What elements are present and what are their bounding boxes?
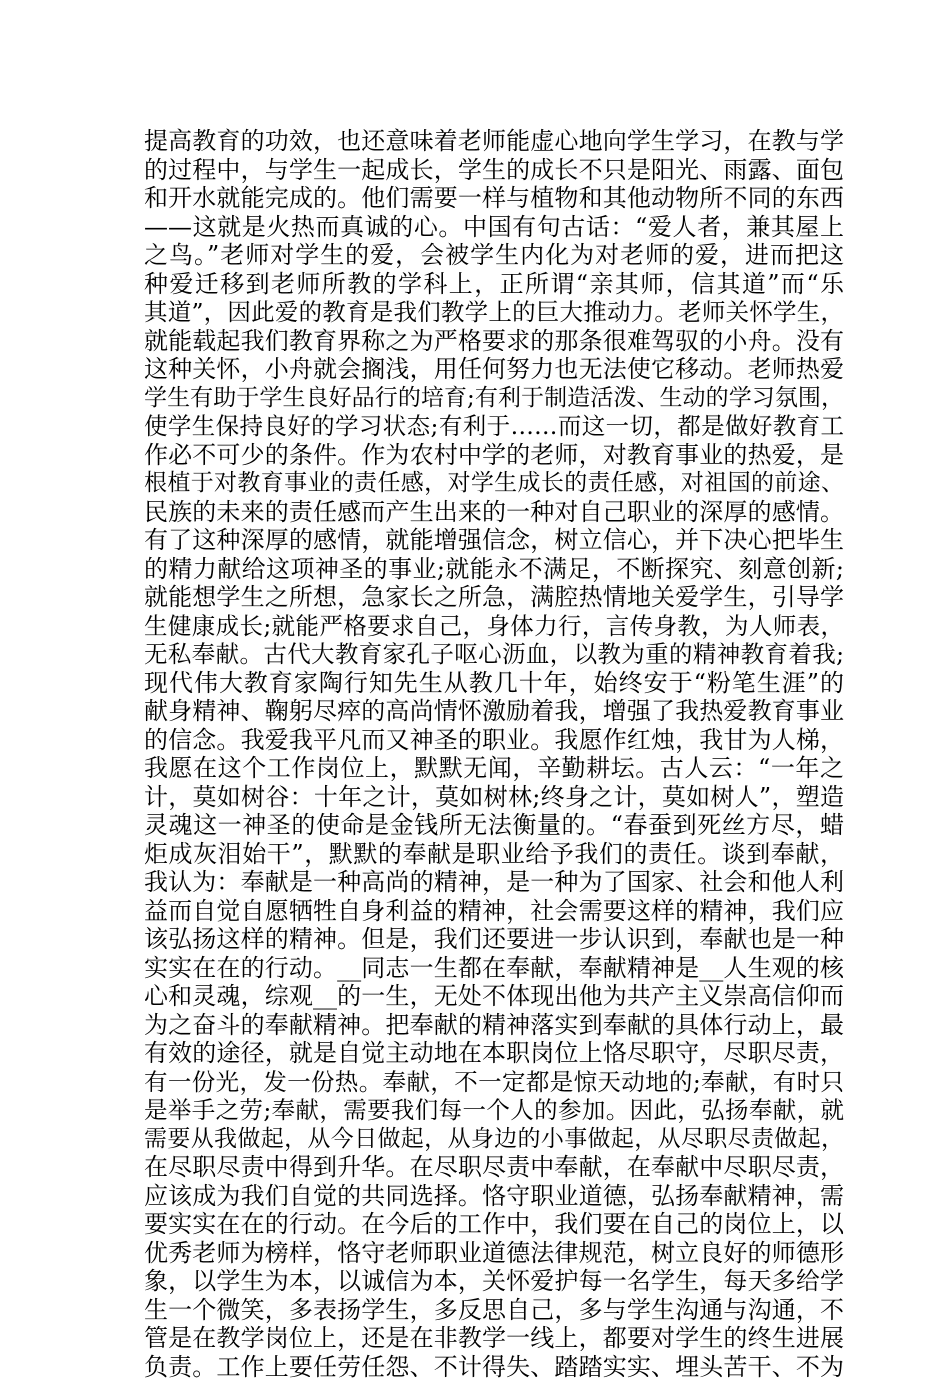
text-line: 管是在教学岗位上，还是在非教学一线上，都要对学生的终生进展 (144, 1324, 844, 1353)
text-line: 和开水就能完成的。他们需要一样与植物和其他动物所不同的东西 (144, 184, 844, 213)
text-line: 实实在在的行动。__同志一生都在奉献，奉献精神是__人生观的核 (144, 954, 844, 983)
text-line: 学生有助于学生良好品行的培育;有利于制造活泼、生动的学习氛围， (144, 384, 844, 413)
text-line: 灵魂这一神圣的使命是金钱所无法衡量的。“春蚕到死丝方尽，蜡 (144, 811, 844, 840)
text-line: 生健康成长;就能严格要求自己，身体力行，言传身教，为人师表， (144, 612, 844, 641)
text-line: 就能载起我们教育界称之为严格要求的那条很难驾驭的小舟。没有 (144, 327, 844, 356)
body-text (144, 127, 844, 1381)
text-line: 益而自觉自愿牺牲自身利益的精神，社会需要这样的精神，我们应 (144, 897, 844, 926)
text-line: 现代伟大教育家陶行知先生从教几十年，始终安于“粉笔生涯”的 (144, 669, 844, 698)
text-line: ——这就是火热而真诚的心。中国有句古话：“爱人者，兼其屋上 (144, 213, 844, 242)
text-line: 炬成灰泪始干”，默默的奉献是职业给予我们的责任。谈到奉献， (144, 840, 844, 869)
text-line: 应该成为我们自觉的共同选择。恪守职业道德，弘扬奉献精神，需 (144, 1182, 844, 1211)
text-line: 使学生保持良好的学习状态;有利于……而这一切，都是做好教育工 (144, 412, 844, 441)
text-line: 献身精神、鞠躬尽瘁的高尚情怀激励着我，增强了我热爱教育事业 (144, 697, 844, 726)
text-line: 的精力献给这项神圣的事业;就能永不满足，不断探究、刻意创新; (144, 555, 844, 584)
text-line: 的信念。我爱我平凡而又神圣的职业。我愿作红烛，我甘为人梯， (144, 726, 844, 755)
text-line: 我愿在这个工作岗位上，默默无闻，辛勤耕坛。古人云：“一年之 (144, 754, 844, 783)
text-line: 该弘扬这样的精神。但是，我们还要进一步认识到，奉献也是一种 (144, 925, 844, 954)
text-line: 提高教育的功效，也还意味着老师能虚心地向学生学习，在教与学 (144, 127, 844, 156)
text-line: 要实实在在的行动。在今后的工作中，我们要在自己的岗位上，以 (144, 1210, 844, 1239)
text-line: 之鸟。”老师对学生的爱，会被学生内化为对老师的爱，进而把这 (144, 241, 844, 270)
text-line: 有效的途径，就是自觉主动地在本职岗位上恪尽职守，尽职尽责， (144, 1039, 844, 1068)
text-line: 是举手之劳;奉献，需要我们每一个人的参加。因此，弘扬奉献，就 (144, 1096, 844, 1125)
text-line: 无私奉献。古代大教育家孔子呕心沥血，以教为重的精神教育着我; (144, 640, 844, 669)
text-line: 心和灵魂，综观__的一生，无处不体现出他为共产主义崇高信仰而 (144, 982, 844, 1011)
text-line: 需要从我做起，从今日做起，从身边的小事做起，从尽职尽责做起， (144, 1125, 844, 1154)
text-line: 种爱迁移到老师所教的学科上，正所谓“亲其师，信其道”而“乐 (144, 270, 844, 299)
text-line: 作必不可少的条件。作为农村中学的老师，对教育事业的热爱，是 (144, 441, 844, 470)
text-line: 我认为：奉献是一种高尚的精神，是一种为了国家、社会和他人利 (144, 868, 844, 897)
text-line: 负责。工作上要任劳任怨、不计得失、踏踏实实、埋头苦干、不为 (144, 1353, 844, 1381)
text-line: 这种关怀，小舟就会搁浅，用任何努力也无法使它移动。老师热爱 (144, 355, 844, 384)
text-line: 民族的未来的责任感而产生出来的一种对自己职业的深厚的感情。 (144, 498, 844, 527)
text-line: 在尽职尽责中得到升华。在尽职尽责中奉献，在奉献中尽职尽责， (144, 1153, 844, 1182)
text-line: 计，莫如树谷：十年之计，莫如树林;终身之计，莫如树人”，塑造 (144, 783, 844, 812)
text-line: 象，以学生为本，以诚信为本，关怀爱护每一名学生，每天多给学 (144, 1267, 844, 1296)
text-line: 其道”，因此爱的教育是我们教学上的巨大推动力。老师关怀学生， (144, 298, 844, 327)
text-line: 生一个微笑，多表扬学生，多反思自己，多与学生沟通与沟通，不 (144, 1296, 844, 1325)
text-line: 就能想学生之所想，急家长之所急，满腔热情地关爱学生，引导学 (144, 583, 844, 612)
text-line: 有了这种深厚的感情，就能增强信念，树立信心，并下决心把毕生 (144, 526, 844, 555)
text-line: 为之奋斗的奉献精神。把奉献的精神落实到奉献的具体行动上，最 (144, 1011, 844, 1040)
text-line: 根植于对教育事业的责任感，对学生成长的责任感，对祖国的前途、 (144, 469, 844, 498)
text-line: 的过程中，与学生一起成长，学生的成长不只是阳光、雨露、面包 (144, 156, 844, 185)
text-line: 有一份光，发一份热。奉献，不一定都是惊天动地的;奉献，有时只 (144, 1068, 844, 1097)
text-line: 优秀老师为榜样，恪守老师职业道德法律规范，树立良好的师德形 (144, 1239, 844, 1268)
